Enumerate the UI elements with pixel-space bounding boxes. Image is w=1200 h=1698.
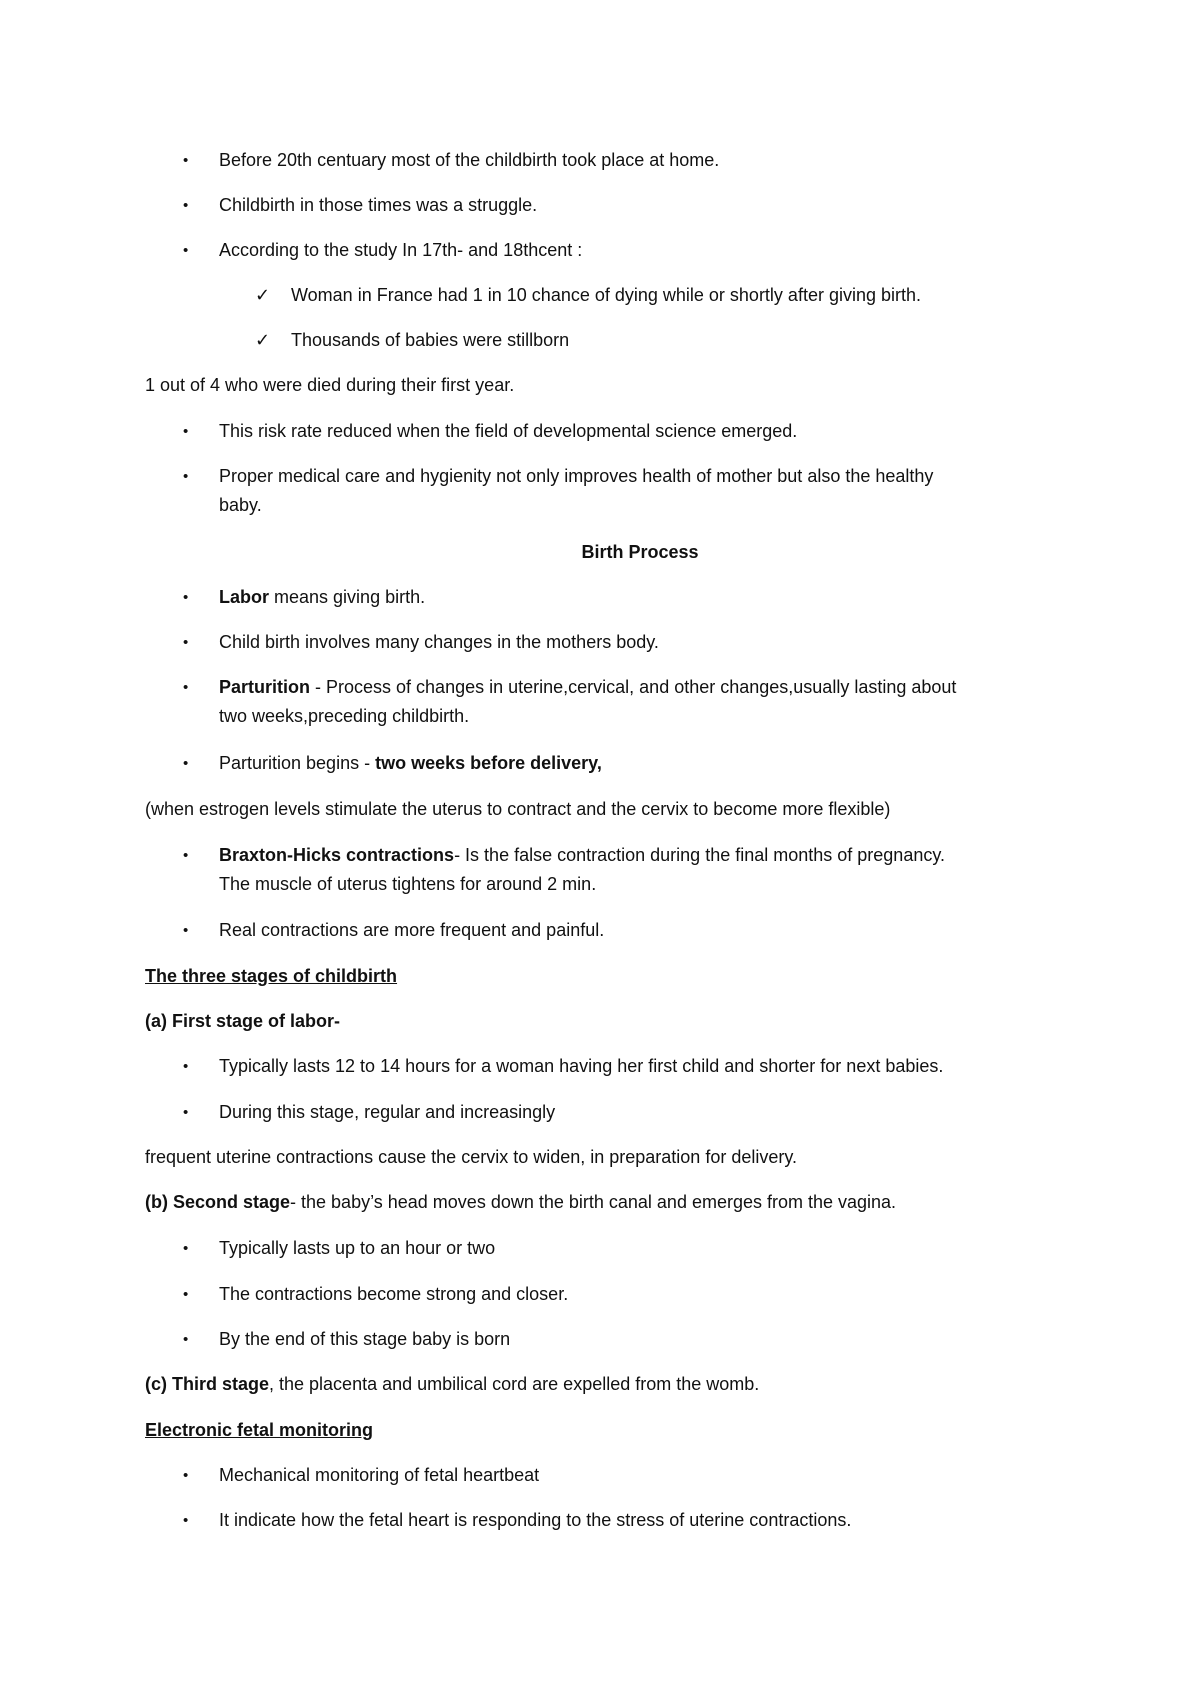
stage-c-heading: (c) Third stage, the placenta and umbilical cord are expelled from the womb. [145, 1374, 760, 1394]
stage-b-bullet-3: By the end of this stage baby is born [219, 1329, 511, 1349]
stage-b-bullet-2: The contractions become strong and closer. [219, 1284, 569, 1304]
stage-a-bullet-2: During this stage, regular and increasingly [219, 1102, 556, 1122]
birth-bullet-3-line-1: Parturition - Process of changes in uterine,cervical, and other changes,usually lasting about [219, 677, 957, 697]
bullet-icon: • [183, 152, 189, 169]
birth-bullet-3-line-2: two weeks,preceding childbirth. [219, 706, 470, 726]
intro-bullet-5-line-1: Proper medical care and hygienity not only improves health of mother but also the healthy [219, 466, 934, 486]
intro-paragraph: 1 out of 4 who were died during their first year. [145, 375, 515, 395]
stage-a-paragraph: frequent uterine contractions cause the cervix to widen, in preparation for delivery. [145, 1147, 798, 1167]
bullet-icon: • [183, 1331, 189, 1348]
intro-check-1: Woman in France had 1 in 10 chance of dying while or shortly after giving birth. [291, 285, 921, 305]
birth-bullet-2: Child birth involves many changes in the mothers body. [219, 632, 659, 652]
bullet-icon: • [183, 1286, 189, 1303]
bullet-icon: • [183, 1058, 189, 1075]
bullet-icon: • [183, 1240, 189, 1257]
birth-paragraph-estrogen: (when estrogen levels stimulate the uterus to contract and the cervix to become more flexible) [145, 799, 891, 819]
stage-b-bullet-1: Typically lasts up to an hour or two [219, 1238, 496, 1258]
section-heading-efm: Electronic fetal monitoring [145, 1420, 374, 1440]
bullet-icon: • [183, 679, 189, 696]
checkmark-icon: ✓ [255, 330, 271, 350]
intro-bullet-1: Before 20th centuary most of the childbirth took place at home. [219, 150, 720, 170]
bullet-icon: • [183, 589, 189, 606]
bullet-icon: • [183, 1512, 189, 1529]
birth-bullet-5-line-1: Braxton-Hicks contractions- Is the false contraction during the final months of pregnancy. [219, 845, 946, 865]
birth-bullet-4: Parturition begins - two weeks before delivery, [219, 753, 602, 773]
birth-bullet-6: Real contractions are more frequent and painful. [219, 920, 605, 940]
bullet-icon: • [183, 242, 189, 259]
stage-b-heading: (b) Second stage- the baby’s head moves down the birth canal and emerges from the vagina. [145, 1192, 897, 1212]
stage-a-heading: (a) First stage of labor- [145, 1011, 341, 1031]
bullet-icon: • [183, 634, 189, 651]
checkmark-icon: ✓ [255, 285, 271, 305]
section-heading-three-stages: The three stages of childbirth [145, 966, 398, 986]
intro-bullet-3: According to the study In 17th- and 18thcent : [219, 240, 583, 260]
efm-bullet-2: It indicate how the fetal heart is responding to the stress of uterine contractions. [219, 1510, 852, 1530]
bullet-icon: • [183, 423, 189, 440]
bullet-icon: • [183, 197, 189, 214]
birth-bullet-5-line-2: The muscle of uterus tightens for around 2 min. [219, 874, 597, 894]
stage-a-bullet-1: Typically lasts 12 to 14 hours for a woman having her first child and shorter for next babies. [219, 1056, 944, 1076]
bullet-icon: • [183, 1467, 189, 1484]
intro-check-2: Thousands of babies were stillborn [291, 330, 570, 350]
bullet-icon: • [183, 1104, 189, 1121]
bullet-icon: • [183, 922, 189, 939]
efm-bullet-1: Mechanical monitoring of fetal heartbeat [219, 1465, 540, 1485]
intro-bullet-2: Childbirth in those times was a struggle. [219, 195, 538, 215]
birth-bullet-1: Labor means giving birth. [219, 587, 426, 607]
section-heading-birth-process: Birth Process [581, 542, 699, 562]
bullet-icon: • [183, 755, 189, 772]
bullet-icon: • [183, 468, 189, 485]
intro-bullet-5-line-2: baby. [219, 495, 262, 515]
intro-bullet-4: This risk rate reduced when the field of developmental science emerged. [219, 421, 798, 441]
bullet-icon: • [183, 847, 189, 864]
